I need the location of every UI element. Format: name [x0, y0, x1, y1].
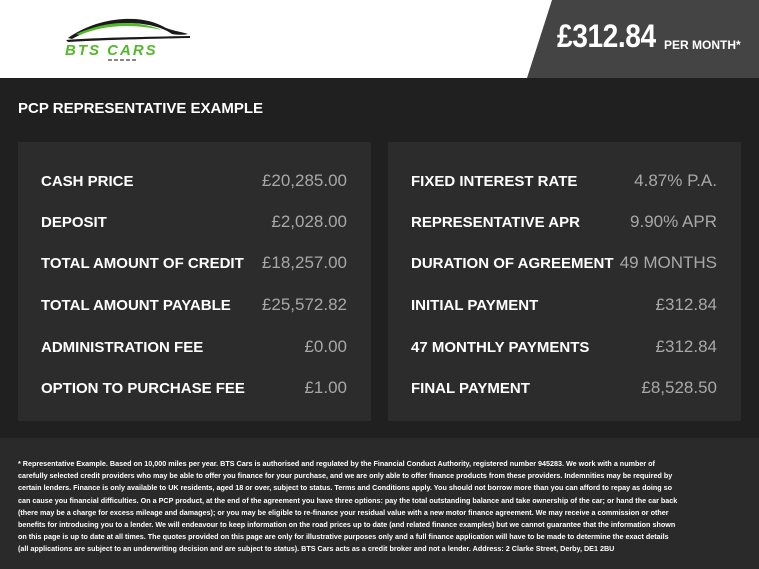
- bts-cars-logo[interactable]: [62, 14, 194, 64]
- row-admin-fee: [18, 337, 371, 361]
- section-title: PCP REPRESENTATIVE EXAMPLE: [18, 100, 264, 117]
- row-label: CASH PRICE: [41, 173, 134, 190]
- row-label: REPRESENTATIVE APR: [411, 214, 580, 231]
- row-value: £2,028.00: [271, 212, 347, 231]
- row-value: 9.90% APR: [630, 212, 717, 231]
- row-value: £1.00: [304, 378, 347, 397]
- row-label: TOTAL AMOUNT OF CREDIT: [41, 255, 244, 272]
- row-label: OPTION TO PURCHASE FEE: [41, 380, 245, 397]
- disclaimer-footer: [0, 438, 759, 569]
- row-final-payment: [388, 378, 741, 402]
- row-value: £312.84: [655, 337, 717, 356]
- row-cash-price: [18, 171, 371, 195]
- row-label: INITIAL PAYMENT: [411, 297, 539, 314]
- row-value: £25,572.82: [261, 295, 347, 314]
- row-label: TOTAL AMOUNT PAYABLE: [41, 297, 231, 314]
- row-label: FINAL PAYMENT: [411, 380, 530, 397]
- finance-panel-right: [388, 142, 741, 421]
- row-label: DURATION OF AGREEMENT: [411, 255, 614, 272]
- row-value: 4.87% P.A.: [634, 171, 717, 190]
- row-initial-payment: [388, 295, 741, 319]
- row-value: £312.84: [655, 295, 717, 314]
- row-value: £20,285.00: [261, 171, 347, 190]
- svg-text:BTS CARS: BTS CARS: [65, 42, 158, 59]
- disclaimer-text: * Representative Example. Based on 10,000 miles per year. BTS Cars is authorised and regulated by the Financial Conduct Authority, registered number 945283. We work with a number of carefully selected credit providers who may be able to offer you finance for your purchase, and we are only able to offer finance products from these providers. Indemnities may be required by certain lenders. Finance is only available to UK residents, aged 18 or over, subject to status. Terms and Conditions apply. You should not borrow more than you can afford to repay as doing so can cause you financial difficulties. On a PCP product, at the end of the agreement you have three options: pay the total outstanding balance and take ownership of the car; or hand the car back (there may be a charge for excess mileage and damages); or you may be eligible to re-finance your residual value with a new motor finance agreement. We may receive a commission or other benefits for introducing you to a lender. We will endeavour to keep information on the road prices up to date (and related finance examples) but we cannot guarantee that the information shown on this page is up to date at all times. The quotes provided on this page are only for illustrative purposes only and a full finance application will have to be made to determine the exact details (all applications are subject to an underwriting decision and are subject to status). BTS Cars acts as a credit broker and not a lender. Address: 2 Clarke Street, Derby, DE1 2BU: [18, 459, 678, 554]
- row-value: £0.00: [304, 337, 347, 356]
- row-total-credit: [18, 253, 371, 277]
- row-interest-rate: [388, 171, 741, 195]
- row-value: 49 MONTHS: [619, 253, 717, 272]
- row-label: DEPOSIT: [41, 214, 107, 231]
- header: [0, 0, 759, 78]
- row-apr: [388, 212, 741, 236]
- row-deposit: [18, 212, 371, 236]
- monthly-price: £312.84: [557, 18, 656, 54]
- price-period-label: PER MONTH*: [664, 38, 741, 52]
- row-label: ADMINISTRATION FEE: [41, 339, 204, 356]
- row-duration: [388, 253, 741, 277]
- row-option-fee: [18, 378, 371, 402]
- finance-panel-left: [18, 142, 371, 421]
- row-monthly-payments: [388, 337, 741, 361]
- row-label: FIXED INTEREST RATE: [411, 173, 578, 190]
- row-value: £8,528.50: [641, 378, 717, 397]
- row-label: 47 MONTHLY PAYMENTS: [411, 339, 590, 356]
- row-value: £18,257.00: [261, 253, 347, 272]
- row-total-payable: [18, 295, 371, 319]
